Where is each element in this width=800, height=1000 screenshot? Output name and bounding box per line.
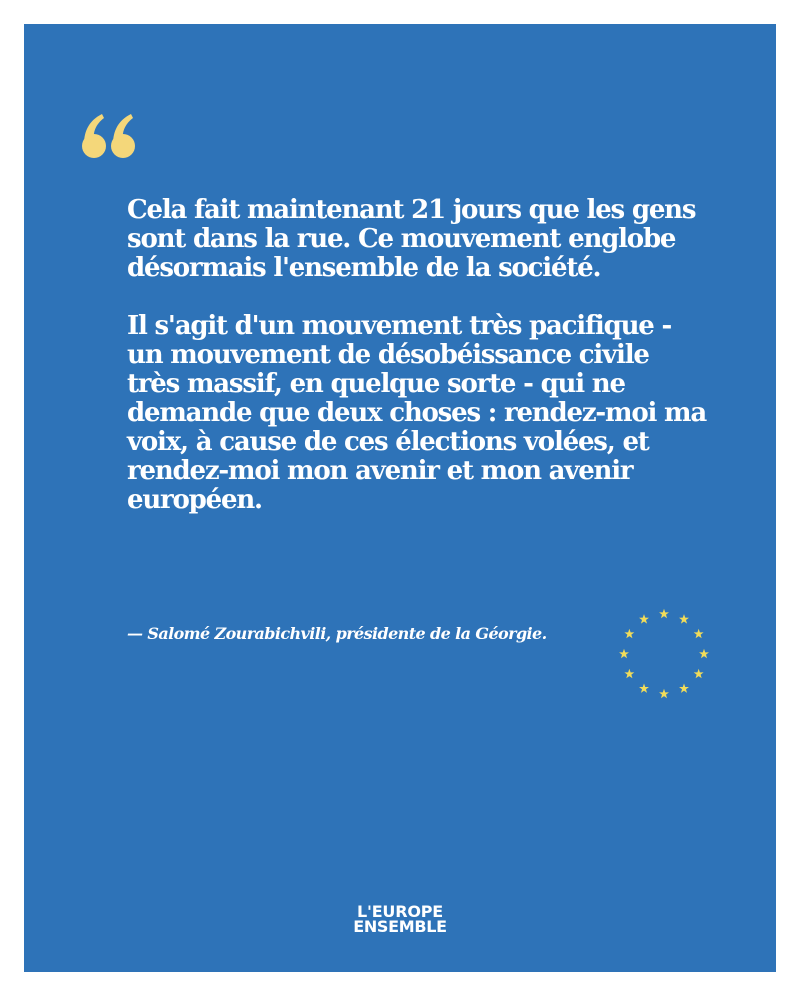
eu-star-icon: [699, 649, 709, 658]
quote-paragraph-1: Cela fait maintenant 21 jours que les gens sont dans la rue. Ce mouvement englobe désormais l'ensemble de la société.: [127, 195, 696, 283]
eu-star-icon: [624, 629, 634, 638]
opening-quote-icon: [80, 108, 140, 168]
quote-attribution: — Salomé Zourabichvili, présidente de la Géorgie.: [127, 624, 547, 643]
quote-paragraph-2: Il s'agit d'un mouvement très pacifique - un mouvement de désobéissance civile très massif, en quelque sorte - qui ne demande que deux choses : rendez-moi ma voix, à cause de ces élections volées, et rendez-moi mon avenir et mon avenir européen.: [127, 311, 706, 515]
eu-star-icon: [639, 614, 649, 623]
eu-star-icon: [619, 649, 629, 658]
eu-star-icon: [694, 629, 704, 638]
eu-star-icon: [694, 669, 704, 678]
quote-text: [127, 196, 707, 515]
eu-star-icon: [624, 669, 634, 678]
eu-star-icon: [679, 683, 689, 692]
logo-line-2: ENSEMBLE: [353, 917, 447, 936]
logo-line-1: L'EUROPE: [357, 902, 443, 921]
eu-star-icon: [679, 614, 689, 623]
quote-card: [24, 24, 776, 972]
eu-star-icon: [659, 609, 669, 618]
brand-logo: [24, 904, 776, 934]
eu-stars-icon: [614, 604, 714, 704]
eu-star-icon: [659, 689, 669, 698]
eu-star-icon: [639, 683, 649, 692]
